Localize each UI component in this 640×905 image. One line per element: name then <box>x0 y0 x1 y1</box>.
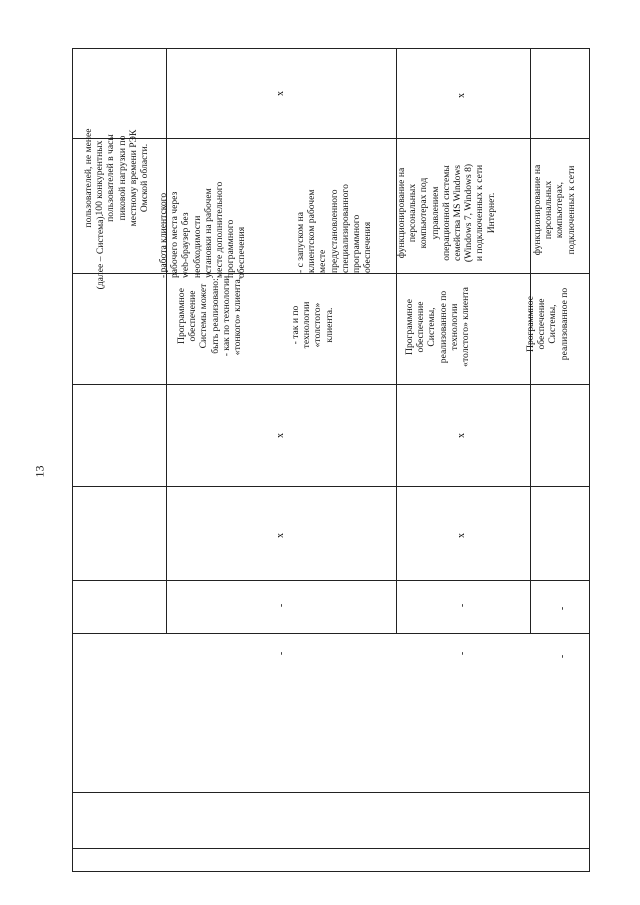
software-thick-option: - так и по технологии «толстого» клиента. <box>290 301 335 349</box>
load-requirement: пользователей, не менее 100 конкурентных пользователей в часы пиковой нагрузки по местному времени РЭК Омской области. <box>83 128 151 228</box>
cross-mark: x <box>456 533 467 538</box>
row-divider <box>72 792 590 793</box>
cross-mark: x <box>275 91 286 96</box>
row-divider <box>72 848 590 849</box>
cross-mark: x <box>456 433 467 438</box>
platform-description: функционирование на персональных компьютерах, подключенных к сети <box>532 164 577 256</box>
thin-client-description: - работа клиентского рабочего места через web-браузер без необходимости установки на рабочем месте дополнительного программного обеспечения <box>158 181 248 278</box>
dash-mark: - <box>457 603 469 608</box>
dash-mark: - <box>276 651 288 656</box>
row-divider <box>72 486 590 487</box>
software-description: Программное обеспечение Системы, реализованное по технологии «толстого» клиента <box>404 287 472 367</box>
software-description: Программное обеспечение Системы может быть реализовано: - как по технологии «тонкого» клиента, <box>176 275 244 357</box>
row-divider <box>72 633 590 634</box>
software-description: Программное обеспечение Системы, реализованное по <box>525 287 570 361</box>
platform-description: функционирование на персональных компьютерах под управлением операционной системы семейства MS Windows (Windows 7, Windows 8) и подключенных к сети Интернет. <box>396 163 497 263</box>
cross-mark: x <box>456 93 467 98</box>
row-divider <box>72 580 590 581</box>
system-note: (далее – Система). <box>95 214 106 290</box>
cross-mark: x <box>275 533 286 538</box>
cross-mark: x <box>275 433 286 438</box>
dash-mark: - <box>557 606 569 611</box>
dash-mark: - <box>276 603 288 608</box>
column-divider <box>396 48 397 633</box>
column-divider <box>166 48 167 633</box>
thick-client-description: - с запуском на клиентском рабочем месте предустановленного специализированного программного обеспечения <box>295 184 374 273</box>
page-number: 13 <box>32 465 47 478</box>
row-divider <box>72 384 590 385</box>
dash-mark: - <box>557 654 569 659</box>
dash-mark: - <box>457 651 469 656</box>
